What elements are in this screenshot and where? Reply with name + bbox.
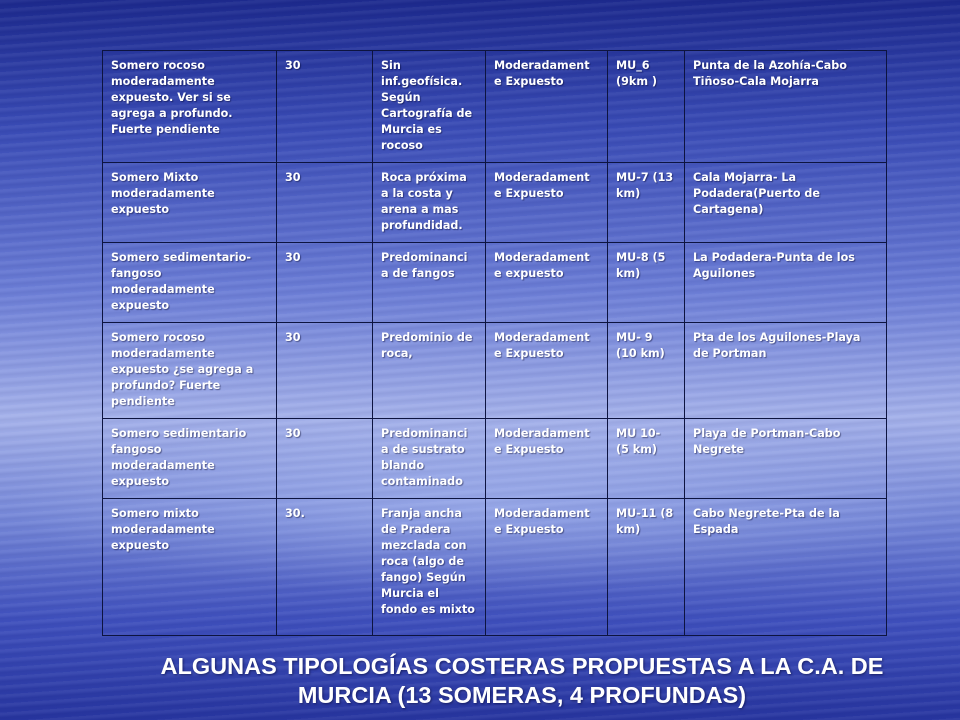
slide-title-line-2: MURCIA (13 SOMERAS, 4 PROFUNDAS): [297, 682, 747, 708]
slide-title-line-1: ALGUNAS TIPOLOGÍAS COSTERAS PROPUESTAS A LA C.A. DE: [160, 653, 884, 679]
cell-location: Pta de los Aguilones-Playa de Portman: [685, 323, 887, 419]
cell-depth: 30: [277, 163, 373, 243]
cell-exposure: Moderadament e Expuesto: [486, 323, 608, 419]
cell-typology: Somero rocoso moderadamente expuesto. Ver si se agrega a profundo. Fuerte pendiente: [103, 51, 277, 163]
table-row: [103, 163, 887, 243]
cell-location: Playa de Portman-Cabo Negrete: [685, 419, 887, 499]
cell-substrate: Predominanci a de fangos: [373, 243, 486, 323]
cell-substrate: Sin inf.geofísica. Según Cartografía de Murcia es rocoso: [373, 51, 486, 163]
cell-substrate: Predominio de roca,: [373, 323, 486, 419]
cell-typology: Somero sedimentario-fangoso moderadamente expuesto: [103, 243, 277, 323]
cell-substrate: Predominanci a de sustrato blando contaminado: [373, 419, 486, 499]
cell-unit: MU- 9 (10 km): [608, 323, 685, 419]
slide-title: [100, 652, 944, 710]
cell-location: Cala Mojarra- La Podadera(Puerto de Cartagena): [685, 163, 887, 243]
table-body: [103, 51, 887, 636]
cell-unit: MU 10- (5 km): [608, 419, 685, 499]
cell-typology: Somero mixto moderadamente expuesto: [103, 499, 277, 636]
cell-unit: MU-11 (8 km): [608, 499, 685, 636]
cell-depth: 30: [277, 323, 373, 419]
cell-depth: 30: [277, 243, 373, 323]
cell-exposure: Moderadament e expuesto: [486, 243, 608, 323]
cell-typology: Somero rocoso moderadamente expuesto ¿se agrega a profundo? Fuerte pendiente: [103, 323, 277, 419]
cell-unit: MU-8 (5 km): [608, 243, 685, 323]
cell-substrate: Franja ancha de Pradera mezclada con roca (algo de fango) Según Murcia el fondo es mixto: [373, 499, 486, 636]
cell-unit: MU-7 (13 km): [608, 163, 685, 243]
typology-table: [102, 50, 887, 636]
cell-location: La Podadera-Punta de los Aguilones: [685, 243, 887, 323]
cell-depth: 30: [277, 419, 373, 499]
cell-typology: Somero sedimentario fangoso moderadamente expuesto: [103, 419, 277, 499]
table-row: [103, 499, 887, 636]
cell-unit: MU_6 (9km ): [608, 51, 685, 163]
cell-depth: 30.: [277, 499, 373, 636]
table-row: [103, 419, 887, 499]
cell-exposure: Moderadament e Expuesto: [486, 51, 608, 163]
cell-exposure: Moderadament e Expuesto: [486, 163, 608, 243]
cell-depth: 30: [277, 51, 373, 163]
cell-exposure: Moderadament e Expuesto: [486, 499, 608, 636]
table-row: [103, 51, 887, 163]
cell-typology: Somero Mixto moderadamente expuesto: [103, 163, 277, 243]
cell-location: Cabo Negrete-Pta de la Espada: [685, 499, 887, 636]
cell-location: Punta de la Azohía-Cabo Tiñoso-Cala Mojarra: [685, 51, 887, 163]
table-row: [103, 243, 887, 323]
cell-exposure: Moderadament e Expuesto: [486, 419, 608, 499]
cell-substrate: Roca próxima a la costa y arena a mas profundidad.: [373, 163, 486, 243]
table-row: [103, 323, 887, 419]
